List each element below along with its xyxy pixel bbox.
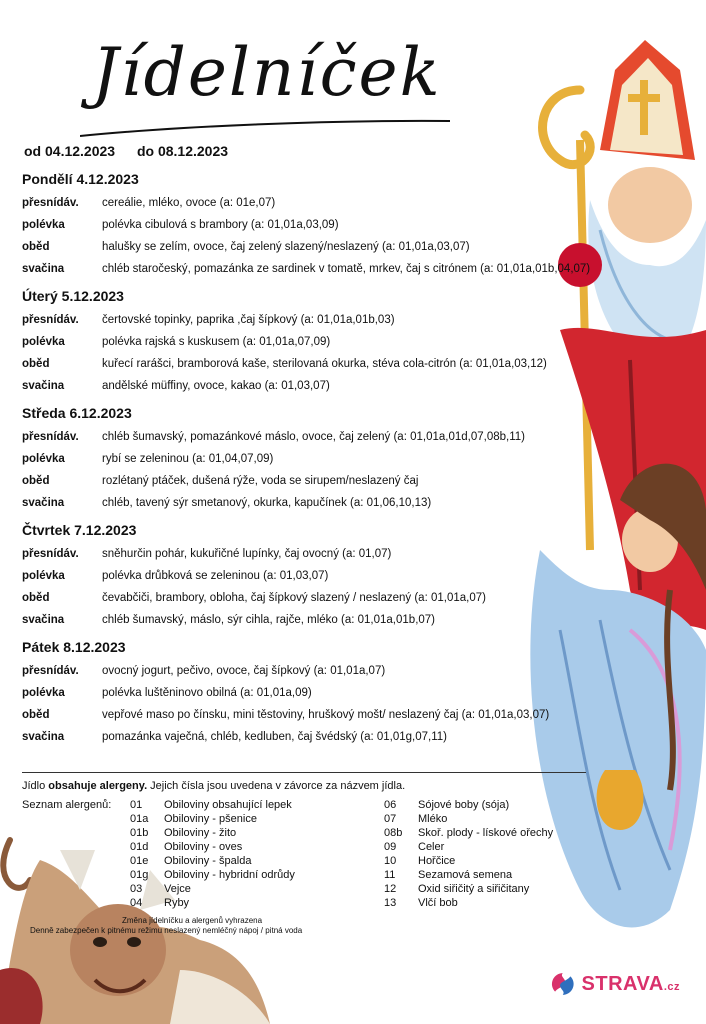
meal-label: polévka (22, 570, 65, 582)
allergen-item (130, 882, 295, 896)
date-to: do 08.12.2023 (136, 143, 229, 159)
day-thursday (22, 521, 622, 628)
meal-label: oběd (22, 241, 50, 253)
allergen-item (384, 896, 553, 910)
meal-label: svačina (22, 380, 65, 392)
allergen-code: 11 (384, 869, 396, 881)
title-underline-flourish (80, 118, 450, 138)
allergen-code: 08b (384, 827, 403, 839)
meal-label: přesnídáv. (22, 548, 79, 560)
allergen-code: 12 (384, 883, 397, 895)
allergen-code: 04 (130, 897, 143, 909)
allergen-name: Obiloviny - pšenice (164, 813, 257, 825)
date-range (24, 143, 246, 159)
menu-days (22, 170, 622, 755)
allergen-name: Sójové boby (sója) (418, 799, 510, 811)
meal-text: pomazánka vaječná, chléb, kedluben, čaj švédský (a: 01,01g,07,11) (102, 731, 447, 743)
meal-text: kuřecí rarášci, bramborová kaše, sterilovaná okurka, stéva cola-citrón (a: 01,01a,03,12) (102, 358, 547, 370)
meal-text: halušky se zelím, ovoce, čaj zelený slazený/neslazený (a: 01,01a,03,07) (102, 241, 470, 253)
meal-text: chléb šumavský, pomazánkové máslo, ovoce, čaj zelený (a: 01,01a,01d,07,08b,11) (102, 431, 525, 443)
allergen-item (130, 896, 295, 910)
meal-text: cereálie, mléko, ovoce (a: 01e,07) (102, 197, 276, 209)
allergen-code: 06 (384, 799, 397, 811)
allergen-name: Obiloviny obsahující lepek (164, 799, 292, 811)
meal-text: chléb staročeský, pomazánka ze sardinek v tomatě, mrkev, čaj s citrónem (a: 01,01a,01b,04,07) (102, 263, 591, 275)
meal-row (22, 730, 622, 745)
footer-note-drinks: Denně zabezpečen k pitnému režimu neslazený nemléčný nápoj / pitná voda (30, 926, 303, 935)
allergen-item (130, 798, 295, 812)
meal-label: přesnídáv. (22, 314, 79, 326)
meal-row (22, 686, 622, 701)
footer-note-change: Změna jídelníčku a alergenů vyhrazena (122, 916, 263, 925)
meal-text: rybí se zeleninou (a: 01,04,07,09) (102, 453, 274, 465)
meal-text: čertovské topinky, paprika ,čaj šípkový (a: 01,01a,01b,03) (102, 314, 395, 326)
meal-text: polévka cibulová s brambory (a: 01,01a,03,09) (102, 219, 339, 231)
allergen-list-label: Seznam alergenů: (22, 799, 112, 811)
strava-logo-suffix: .cz (663, 980, 680, 993)
meal-row (22, 664, 622, 679)
meal-text: andělské müffiny, ovoce, kakao (a: 01,03,07) (102, 380, 330, 392)
meal-label: polévka (22, 219, 65, 231)
day-tuesday (22, 287, 622, 394)
allergen-item (130, 840, 295, 854)
strava-logo-icon (550, 964, 576, 1004)
meal-row (22, 708, 622, 723)
allergen-item (130, 826, 295, 840)
day-friday (22, 638, 622, 745)
day-wednesday (22, 404, 622, 511)
allergen-name: Obiloviny - žito (164, 827, 237, 839)
meal-text: polévka rajská s kuskusem (a: 01,01a,07,09) (102, 336, 331, 348)
day-title: Úterý 5.12.2023 (22, 288, 124, 304)
day-title: Pondělí 4.12.2023 (22, 171, 139, 187)
meal-row (22, 357, 622, 372)
meal-row (22, 313, 622, 328)
meal-text: vepřové maso po čínsku, mini těstoviny, hruškový mošt/ neslazený čaj (a: 01,01a,03,07) (102, 709, 550, 721)
allergen-item (384, 854, 553, 868)
meal-label: přesnídáv. (22, 431, 79, 443)
meal-row (22, 452, 622, 467)
meal-row (22, 547, 622, 562)
allergen-name: Ryby (164, 897, 190, 909)
meal-row (22, 474, 622, 489)
allergen-note-rest: Jejich čísla jsou uvedena v závorce za názvem jídla. (147, 780, 406, 792)
allergen-code: 03 (130, 883, 143, 895)
day-title: Středa 6.12.2023 (22, 405, 132, 421)
meal-label: oběd (22, 475, 50, 487)
meal-row (22, 613, 622, 628)
allergen-name: Obiloviny - hybridní odrůdy (164, 869, 295, 881)
allergen-name: Sezamová semena (418, 869, 513, 881)
meal-text: ovocný jogurt, pečivo, ovoce, čaj šípkový (a: 01,01a,07) (102, 665, 386, 677)
allergen-note-prefix: Jídlo (22, 780, 49, 792)
meal-text: rozlétaný ptáček, dušená rýže, voda se sirupem/neslazený čaj (102, 475, 419, 487)
allergen-code: 01 (130, 799, 143, 811)
allergen-item (384, 868, 553, 882)
meal-row (22, 240, 622, 255)
footer-notes (30, 916, 302, 936)
meal-label: polévka (22, 453, 65, 465)
allergen-note-bold: obsahuje alergeny. (48, 780, 148, 792)
allergen-code: 01b (130, 827, 149, 839)
meal-text: polévka luštěninovo obilná (a: 01,01a,09) (102, 687, 312, 699)
allergen-code: 10 (384, 855, 397, 867)
allergen-name: Celer (418, 841, 445, 853)
meal-label: svačina (22, 263, 65, 275)
meal-text: chléb, tavený sýr smetanový, okurka, kapučínek (a: 01,06,10,13) (102, 497, 432, 509)
allergen-item (130, 868, 295, 882)
meal-row (22, 218, 622, 233)
meal-row (22, 196, 622, 211)
allergen-code: 01d (130, 841, 149, 853)
strava-logo-name: STRAVA (581, 972, 664, 995)
meal-label: oběd (22, 358, 50, 370)
strava-logo-text (582, 973, 680, 996)
allergen-code: 13 (384, 897, 397, 909)
meal-label: oběd (22, 592, 50, 604)
allergen-name: Obiloviny - špalda (164, 855, 252, 867)
allergen-item (384, 798, 553, 812)
meal-label: svačina (22, 614, 65, 626)
allergen-name: Hořčice (418, 855, 456, 867)
day-title: Čtvrtek 7.12.2023 (22, 522, 137, 538)
meal-text: čevabčiči, brambory, obloha, čaj šípkový slazený / neslazený (a: 01,01a,07) (102, 592, 486, 604)
page-title: Jídelníček (92, 34, 442, 111)
day-title: Pátek 8.12.2023 (22, 639, 126, 655)
allergen-name: Oxid siřičitý a siřičitany (418, 883, 530, 895)
allergen-code: 01a (130, 813, 149, 825)
allergen-name: Skoř. plody - lískové ořechy (418, 827, 554, 839)
date-from: od 04.12.2023 (24, 143, 116, 159)
meal-row (22, 496, 622, 511)
allergen-code: 01g (130, 869, 149, 881)
allergen-item (384, 840, 553, 854)
allergen-item (384, 882, 553, 896)
meal-label: oběd (22, 709, 50, 721)
meal-text: sněhurčin pohár, kukuřičné lupínky, čaj ovocný (a: 01,07) (102, 548, 392, 560)
allergen-column-1 (130, 798, 295, 910)
allergen-note (22, 780, 586, 792)
meal-row (22, 591, 622, 606)
meal-text: polévka drůbková se zeleninou (a: 01,03,07) (102, 570, 329, 582)
allergen-name: Obiloviny - oves (164, 841, 243, 853)
meal-text: chléb šumavský, máslo, sýr cihla, rajče, mléko (a: 01,01a,01b,07) (102, 614, 436, 626)
allergen-code: 01e (130, 855, 149, 867)
allergen-name: Vlčí bob (418, 897, 458, 909)
meal-row (22, 430, 622, 445)
meal-label: svačina (22, 731, 65, 743)
meal-label: polévka (22, 687, 65, 699)
allergen-column-2 (384, 798, 553, 910)
meal-label: přesnídáv. (22, 665, 79, 677)
allergen-name: Mléko (418, 813, 448, 825)
strava-logo[interactable] (550, 962, 680, 1006)
allergen-legend (22, 772, 586, 792)
allergen-code: 07 (384, 813, 397, 825)
meal-label: svačina (22, 497, 65, 509)
meal-row (22, 335, 622, 350)
allergen-item (384, 812, 553, 826)
meal-row (22, 262, 622, 277)
day-monday (22, 170, 622, 277)
meal-row (22, 569, 622, 584)
meal-label: polévka (22, 336, 65, 348)
allergen-item (130, 812, 295, 826)
meal-label: přesnídáv. (22, 197, 79, 209)
allergen-item (130, 854, 295, 868)
allergen-item (384, 826, 553, 840)
allergen-name: Vejce (164, 883, 191, 895)
allergen-code: 09 (384, 841, 397, 853)
meal-row (22, 379, 622, 394)
